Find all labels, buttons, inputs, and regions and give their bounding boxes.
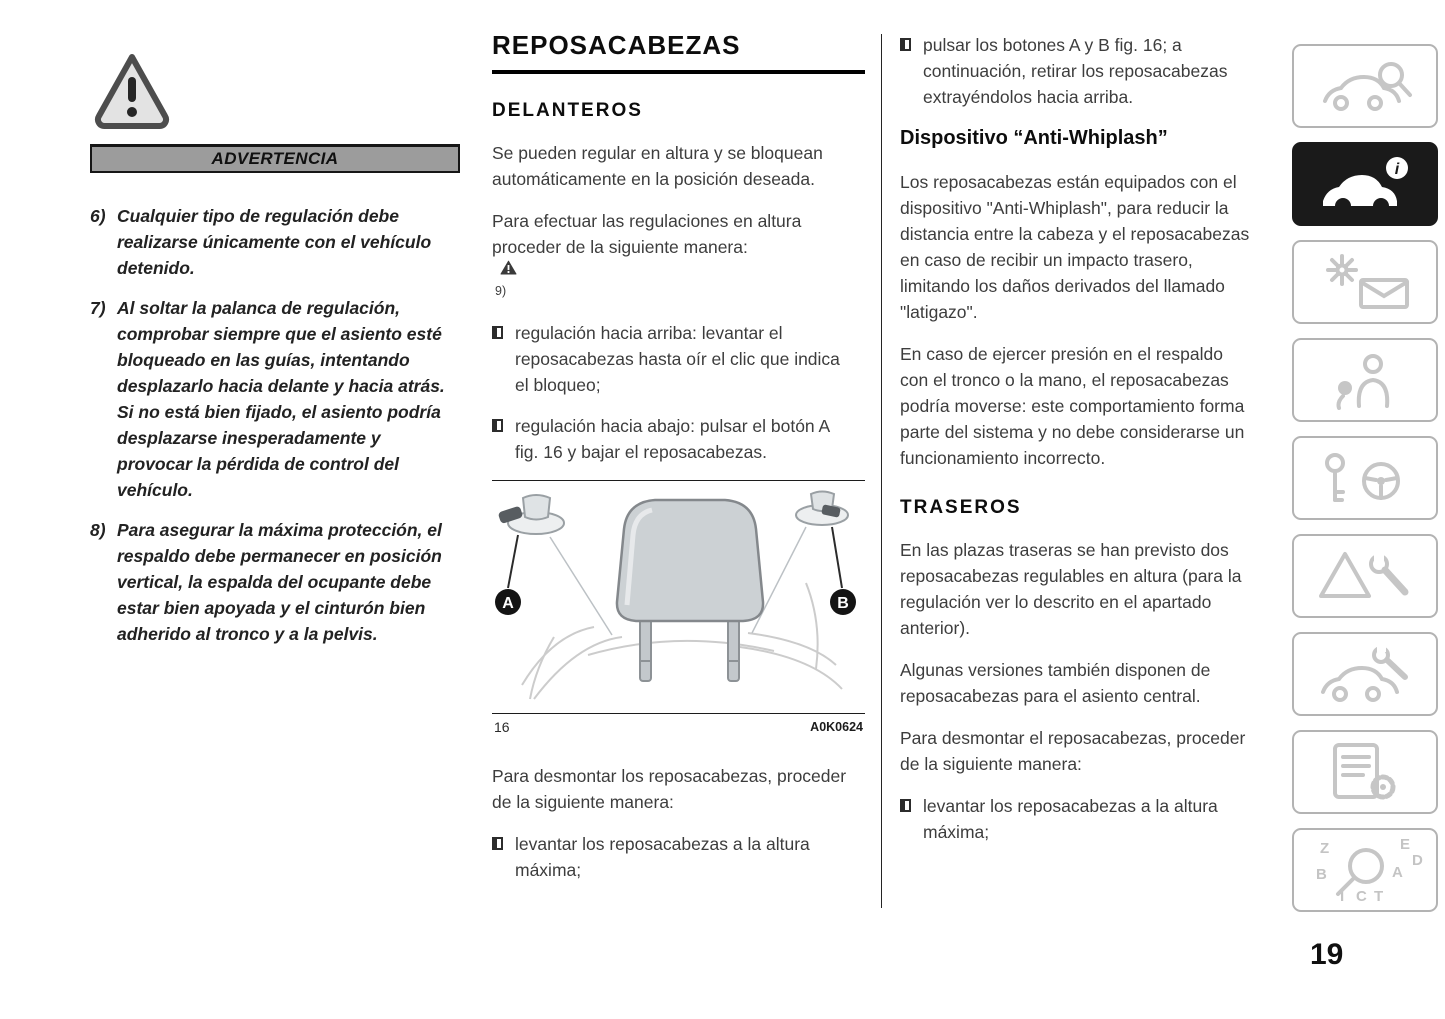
list-item-text: regulación hacia arriba: levantar el reposacabezas hasta oír el clic que indica el bloqueo; <box>515 323 840 395</box>
bullet-square-icon <box>492 326 503 339</box>
paragraph: Los reposacabezas están equipados con el dispositivo "Anti-Whiplash", para reducir la distancia entre la cabeza y el reposacabezas en caso de recibir un impacto trasero, limitando los daños derivados del llamado "latigazo". <box>900 172 1250 322</box>
lights-envelope-icon <box>1315 252 1415 312</box>
index-letter: D <box>1412 852 1423 869</box>
small-warning-triangle-icon <box>500 260 517 276</box>
note-reference: 9) <box>495 284 507 298</box>
paragraph: Para desmontar los reposacabezas, proceder de la siguiente manera: <box>492 766 847 812</box>
warning-header-label: ADVERTENCIA <box>211 149 339 168</box>
section-heading-front: DELANTEROS <box>492 100 643 121</box>
paragraph: Para desmontar el reposacabezas, proceder de la siguiente manera: <box>900 728 1246 774</box>
tab-alphabetical-index[interactable] <box>1292 828 1438 912</box>
warning-triangle-icon <box>94 50 170 134</box>
main-column <box>492 30 865 898</box>
figure-label-a: A <box>502 595 514 612</box>
car-wrench-icon <box>1315 644 1415 704</box>
list-item-text: levantar los reposacabezas a la altura máxima; <box>515 834 810 880</box>
figure-caption <box>492 714 865 735</box>
warning-header <box>90 144 460 173</box>
warning-item <box>90 295 460 503</box>
tab-starting-driving[interactable] <box>1292 436 1438 520</box>
index-magnifier-icon <box>1294 830 1440 914</box>
warning-item-number: 8) <box>90 520 106 540</box>
index-letter: I <box>1340 888 1345 905</box>
bullet-square-icon <box>492 837 503 850</box>
bullet-square-icon <box>492 419 503 432</box>
tab-instruments-messages[interactable] <box>1292 240 1438 324</box>
car-info-icon <box>1315 155 1415 213</box>
figure-label-b: B <box>837 595 849 612</box>
warning-item-text: Para asegurar la máxima protección, el respaldo debe permanecer en posición vertical, la espalda del ocupante debe estar bien apoyada y el cinturón bien adherido al tronco y a la pelvis. <box>117 520 442 644</box>
index-letter: T <box>1374 888 1384 905</box>
tab-emergency[interactable] <box>1292 534 1438 618</box>
paragraph: En caso de ejercer presión en el respaldo con el tronco o la mano, el reposacabezas podría moverse: este comportamiento forma parte del sistema y no debe considerarse un funcionamiento incorrecto. <box>900 344 1245 468</box>
emergency-triangle-wrench-icon <box>1315 546 1415 606</box>
warning-item-number: 7) <box>90 298 106 318</box>
figure-code: A0K0624 <box>810 720 863 734</box>
warning-item <box>90 517 460 647</box>
list-item-text: levantar los reposacabezas a la altura máxima; <box>923 796 1218 842</box>
warning-item-text: Cualquier tipo de regulación debe realizarse únicamente con el vehículo detenido. <box>117 206 432 278</box>
column-divider <box>881 34 882 908</box>
figure-number: 16 <box>494 719 510 735</box>
paragraph-text: Para efectuar las regulaciones en altura proceder de la siguiente manera: <box>492 211 802 257</box>
list-item <box>900 32 1256 110</box>
list-item <box>900 793 1256 845</box>
paragraph-with-ref <box>492 208 848 304</box>
section-heading-antiwhiplash: Dispositivo “Anti-Whiplash” <box>900 127 1168 149</box>
list-item-text: regulación hacia abajo: pulsar el botón A fig. 16 y bajar el reposacabezas. <box>515 416 830 462</box>
occupant-safety-icon <box>1315 350 1415 410</box>
index-letter: C <box>1356 888 1367 905</box>
tab-technical-data[interactable] <box>1292 730 1438 814</box>
key-steering-icon <box>1315 448 1415 508</box>
index-letter: A <box>1392 864 1403 881</box>
list-item <box>492 320 848 398</box>
bullet-square-icon <box>900 38 911 51</box>
car-magnifier-icon <box>1315 57 1415 115</box>
tab-maintenance[interactable] <box>1292 632 1438 716</box>
paragraph: En las plazas traseras se han previsto dos reposacabezas regulables en altura (para la regulación ver lo descrito en el apartado anterior). <box>900 540 1242 638</box>
paragraph: Se pueden regular en altura y se bloquean automáticamente en la posición deseada. <box>492 143 823 189</box>
bullet-square-icon <box>900 799 911 812</box>
index-letter: B <box>1316 866 1327 883</box>
headrest-illustration <box>492 485 865 711</box>
tab-vehicle-overview[interactable] <box>1292 44 1438 128</box>
page-title: REPOSACABEZAS <box>492 30 865 74</box>
list-item <box>492 413 848 465</box>
page-number: 19 <box>1310 938 1344 971</box>
warning-item-number: 6) <box>90 206 106 226</box>
list-item <box>492 831 848 883</box>
tab-safety[interactable] <box>1292 338 1438 422</box>
info-letter: i <box>1394 161 1400 178</box>
tab-knowledge-of-vehicle[interactable] <box>1292 142 1438 226</box>
figure-headrest <box>492 480 865 735</box>
index-letter: Z <box>1320 840 1330 857</box>
warning-item <box>90 203 460 281</box>
document-gear-icon <box>1315 741 1415 803</box>
warning-item-text: Al soltar la palanca de regulación, comprobar siempre que el asiento esté bloqueado en las guías, intentando desplazarlo hacia delante y hacia atrás. Si no está bien fijado, el asiento podría desplazarse inesperadamente y provocar la pérdida de control del vehículo. <box>117 298 445 500</box>
right-column <box>900 32 1256 860</box>
paragraph: Algunas versiones también disponen de reposacabezas para el asiento central. <box>900 660 1211 706</box>
section-tabs-sidebar <box>1292 44 1438 912</box>
warning-panel <box>90 50 460 661</box>
section-heading-rear: TRASEROS <box>900 497 1022 518</box>
index-letter: E <box>1400 836 1411 853</box>
list-item-text: pulsar los botones A y B fig. 16; a continuación, retirar los reposacabezas extrayéndolos hacia arriba. <box>923 35 1228 107</box>
